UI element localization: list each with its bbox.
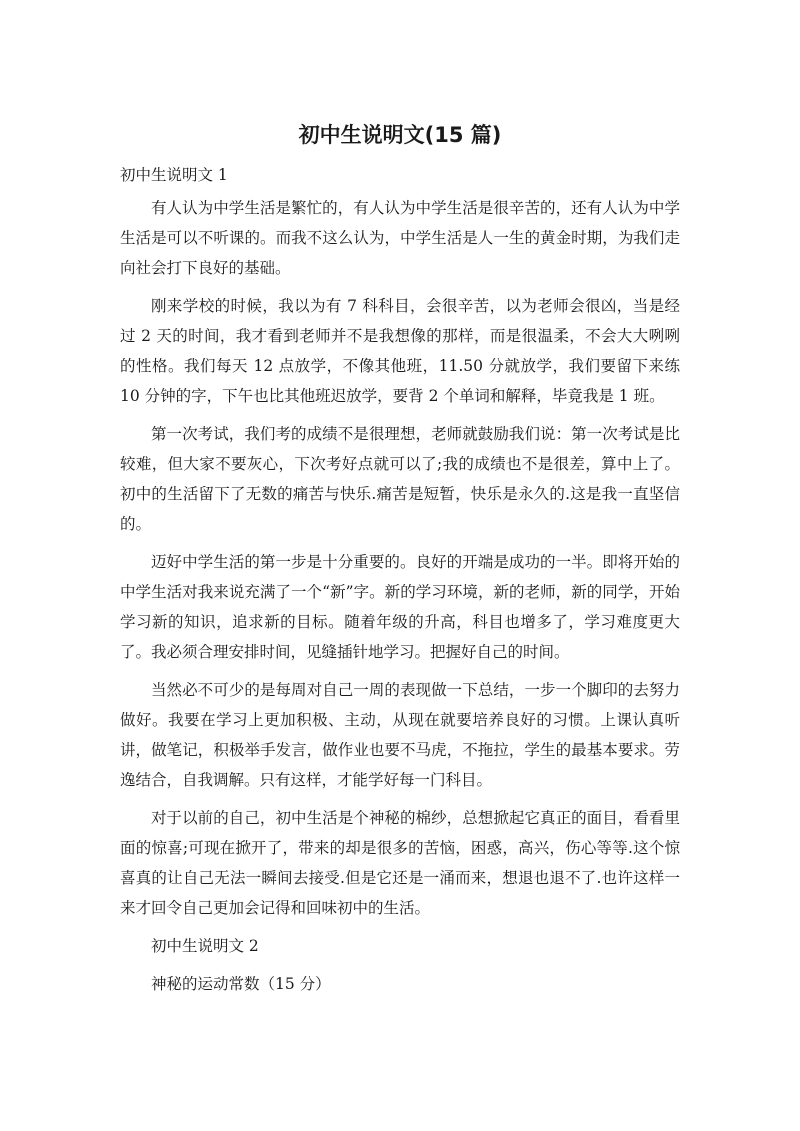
section-2-heading: 初中生说明文 2 bbox=[151, 937, 259, 955]
paragraph: 第一次考试，我们考的成绩不是很理想，老师就鼓励我们说：第一次考试是比较难，但大家不要灰心，下次考好点就可以了;我的成绩也不是很差，算中上了。初中的生活留下了无数的痛苦与快乐.痛苦是短暂，快乐是永久的.这是我一直坚信的。 bbox=[120, 425, 680, 533]
document-body bbox=[120, 193, 680, 999]
paragraph: 神秘的运动常数（15 分） bbox=[151, 975, 331, 993]
paragraph: 刚来学校的时候，我以为有 7 科科目，会很辛苦，以为老师会很凶，当是经过 2 天的时间，我才看到老师并不是我想像的那样，而是很温柔，不会大大咧咧的性格。我们每天 12 点放学，不像其他班，11.50 分就放学，我们要留下来练 10 分钟的字，下午也比其他班迟放学，要背 2 个单词和解释，毕竟我是 1 班。 bbox=[120, 297, 680, 405]
paragraph: 迈好中学生活的第一步是十分重要的。良好的开端是成功的一半。即将开始的中学生活对我来说充满了一个“新”字。新的学习环境，新的老师，新的同学，开始学习新的知识，追求新的目标。随着年级的升高，科目也增多了，学习难度更大了。我必须合理安排时间，见缝插针地学习。把握好自己的时间。 bbox=[120, 553, 680, 661]
paragraph: 当然必不可少的是每周对自己一周的表现做一下总结，一步一个脚印的去努力做好。我要在学习上更加积极、主动，从现在就要培养良好的习惯。上课认真听讲，做笔记，积极举手发言，做作业也要不马虎，不拖拉，学生的最基本要求。劳逸结合，自我调解。只有这样，才能学好每一门科目。 bbox=[120, 681, 680, 789]
document-title: 初中生说明文(15 篇) bbox=[298, 123, 502, 147]
paragraph: 有人认为中学生活是繁忙的，有人认为中学生活是很辛苦的，还有人认为中学生活是可以不听课的。而我不这么认为，中学生活是人一生的黄金时期，为我们走向社会打下良好的基础。 bbox=[120, 199, 680, 277]
paragraph: 对于以前的自己，初中生活是个神秘的棉纱，总想掀起它真正的面目，看看里面的惊喜;可现在掀开了，带来的却是很多的苦恼，困惑，高兴，伤心等等.这个惊喜真的让自己无法一瞬间去接受.但是它还是一涌而来，想退也退不了.也许这样一来才回令自己更加会记得和回味初中的生活。 bbox=[120, 809, 680, 917]
section-1-heading: 初中生说明文 1 bbox=[120, 166, 228, 184]
